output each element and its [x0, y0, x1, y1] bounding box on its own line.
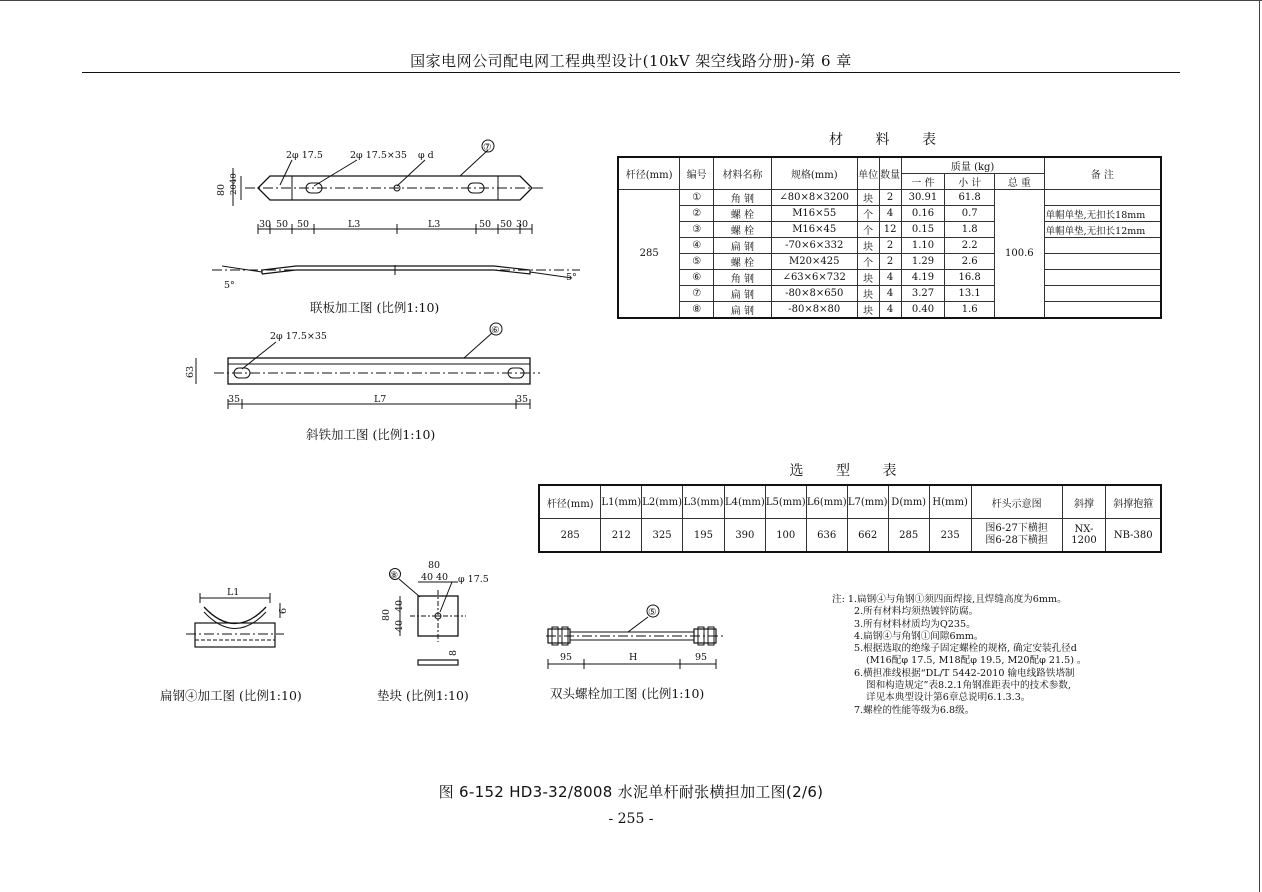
sel-header: L2(mm)	[642, 485, 683, 519]
cell-unit: 个	[857, 254, 879, 270]
cell-each: 1.10	[901, 238, 945, 254]
col-item-no: 编号	[680, 157, 714, 190]
sel-header: 斜撑抱箍	[1106, 485, 1161, 519]
cell-unit: 块	[857, 286, 879, 302]
xietie-caption: 斜铁加工图 (比例1:10)	[306, 427, 436, 442]
cell-qty: 12	[879, 222, 901, 238]
cell-subtotal: 1.8	[945, 222, 995, 238]
note-line: 2.所有材料均须热镀锌防腐。	[854, 606, 979, 618]
cell-name: 螺 栓	[714, 254, 772, 270]
biangang-drawing	[186, 593, 284, 647]
diankuai-dim-40b: 40	[436, 572, 449, 583]
cell-unit: 个	[857, 206, 879, 222]
note-line: 6.横担准线根据“DL/T 5442-2010 输电线路铁塔制	[854, 667, 1075, 679]
note-line: 3.所有材料材质均为Q235。	[854, 618, 976, 630]
sel-header: L7(mm)	[847, 485, 888, 519]
cell-no: ⑧	[680, 302, 714, 319]
cell-no: ③	[680, 222, 714, 238]
luoshuan-part-marker: ⑤	[648, 607, 657, 618]
lianban-dim: L3	[348, 219, 361, 230]
cell-spec: M16×45	[771, 222, 857, 238]
diankuai-part-marker: ⑧	[390, 571, 399, 581]
cell-remark: 单帽单垫,无扣长12mm	[1044, 222, 1161, 238]
note-line: 7.螺栓的性能等级为6.8级。	[854, 704, 975, 716]
sel-value: 235	[929, 519, 971, 553]
cell-unit: 块	[857, 302, 879, 319]
cell-spec: ∠63×6×732	[771, 270, 857, 286]
sel-header: L4(mm)	[724, 485, 765, 519]
cell-subtotal: 0.7	[945, 206, 995, 222]
lianban-hole2-label: 2φ 17.5×35	[350, 150, 407, 161]
xietie-dim: L7	[374, 394, 387, 405]
col-mass: 质量 (kg)	[901, 157, 1044, 174]
cell-name: 螺 栓	[714, 206, 772, 222]
cell-name: 扁 钢	[714, 302, 772, 319]
cell-name: 角 钢	[714, 270, 772, 286]
sel-value: 100	[765, 519, 806, 553]
cell-no: ②	[680, 206, 714, 222]
total-mass-cell: 100.6	[994, 190, 1044, 319]
cell-no: ④	[680, 238, 714, 254]
sel-header: 杆径(mm)	[539, 485, 601, 519]
cell-each: 4.19	[901, 270, 945, 286]
cell-qty: 2	[879, 190, 901, 206]
cell-subtotal: 61.8	[945, 190, 995, 206]
page-number: - 255 -	[608, 811, 654, 827]
luoshuan-caption: 双头螺栓加工图 (比例1:10)	[550, 686, 705, 701]
cell-no: ⑦	[680, 286, 714, 302]
sel-header: D(mm)	[888, 485, 929, 519]
xietie-dim-63: 63	[185, 365, 196, 378]
note-line: 4.扁钢④与角钢①间隙6mm。	[854, 630, 984, 642]
lianban-dim: 50	[297, 219, 310, 230]
col-unit: 单位	[857, 157, 879, 190]
cell-each: 0.16	[901, 206, 945, 222]
page-header-title: 国家电网公司配电网工程典型设计(10kV 架空线路分册)-第 6 章	[410, 52, 852, 70]
sel-value: 285	[888, 519, 929, 553]
sel-value-head-diagram: 图6-27下横担 图6-28下横担	[971, 519, 1062, 553]
xietie-dim: 35	[228, 394, 241, 405]
materials-table-title: 材 料 表	[829, 132, 950, 148]
diankuai-hole-label: φ 17.5	[458, 574, 489, 585]
cell-each: 3.27	[901, 286, 945, 302]
cell-unit: 个	[857, 222, 879, 238]
sel-value: 390	[724, 519, 765, 553]
lianban-dim-20: 20	[229, 184, 239, 195]
cell-spec: -80×8×650	[771, 286, 857, 302]
note-line: 详见本典型设计第6章总说明6.1.3.3。	[866, 692, 1031, 704]
sel-value: 325	[642, 519, 683, 553]
col-rod-diameter: 杆径(mm)	[618, 157, 680, 190]
cell-name: 螺 栓	[714, 222, 772, 238]
diankuai-dim-40a: 40	[421, 572, 434, 583]
biangang-dim-L1: L1	[227, 587, 240, 598]
cell-qty: 4	[879, 206, 901, 222]
lianban-caption: 联板加工图 (比例1:10)	[310, 300, 440, 315]
rod-diameter-cell: 285	[618, 190, 680, 319]
xietie-dim: 35	[516, 394, 529, 405]
diankuai-dim-8: 8	[448, 649, 459, 656]
col-mass-total: 总 重	[994, 174, 1044, 190]
cell-no: ⑤	[680, 254, 714, 270]
lianban-hole3-label: φ d	[418, 150, 434, 161]
cell-spec: -80×8×80	[771, 302, 857, 319]
sel-header: L6(mm)	[806, 485, 847, 519]
sel-header: H(mm)	[929, 485, 971, 519]
col-remarks: 备 注	[1044, 157, 1161, 190]
diankuai-dim-40c: 40	[394, 599, 405, 612]
cell-name: 扁 钢	[714, 286, 772, 302]
cell-each: 0.15	[901, 222, 945, 238]
cell-spec: M20×425	[771, 254, 857, 270]
selection-table-title: 选 型 表	[789, 463, 911, 479]
xietie-hole-label: 2φ 17.5×35	[270, 331, 327, 342]
cell-spec: M16×55	[771, 206, 857, 222]
cell-unit: 块	[857, 238, 879, 254]
diankuai-dim-80h: 80	[381, 608, 392, 621]
cell-qty: 4	[879, 270, 901, 286]
note-line: 图和构造规定”表8.2.1角钢准距表中的技术参数,	[866, 680, 1072, 692]
lianban-hole1-label: 2φ 17.5	[286, 150, 323, 161]
biangang-caption: 扁钢④加工图 (比例1:10)	[160, 688, 302, 703]
cell-each: 30.91	[901, 190, 945, 206]
cell-spec: -70×6×332	[771, 238, 857, 254]
note-line: (M16配φ 17.5, M18配φ 19.5, M20配φ 21.5) 。	[866, 655, 1087, 667]
lianban-part-marker: ⑦	[483, 142, 492, 153]
cell-subtotal: 2.6	[945, 254, 995, 270]
sel-value: 636	[806, 519, 847, 553]
biangang-dim-6: 6	[278, 607, 289, 614]
diankuai-dim-40d: 40	[394, 619, 405, 632]
cell-qty: 4	[879, 286, 901, 302]
lianban-dim: L3	[428, 219, 441, 230]
cell-unit: 块	[857, 270, 879, 286]
col-spec: 规格(mm)	[771, 157, 857, 190]
lianban-dim-40: 40	[229, 173, 239, 184]
lianban-angle-left: 5°	[224, 280, 235, 291]
cell-name: 角 钢	[714, 190, 772, 206]
lianban-dim-80: 80	[216, 183, 227, 196]
cell-no: ①	[680, 190, 714, 206]
lianban-dim: 50	[479, 219, 492, 230]
cell-subtotal: 16.8	[945, 270, 995, 286]
sel-header: L1(mm)	[601, 485, 642, 519]
cell-spec: ∠80×8×3200	[771, 190, 857, 206]
sel-header: L5(mm)	[765, 485, 806, 519]
col-mass-each: 一 件	[901, 174, 945, 190]
sel-value: 285	[539, 519, 601, 553]
notes-label: 注:	[832, 594, 845, 605]
xietie-drawing	[196, 323, 540, 409]
cell-qty: 2	[879, 254, 901, 270]
cell-no: ⑥	[680, 270, 714, 286]
cell-remark: 单帽单垫,无扣长18mm	[1044, 206, 1161, 222]
sel-header: L3(mm)	[682, 485, 724, 519]
figure-caption: 图 6-152 HD3-32/8008 水泥单杆耐张横担加工图(2/6)	[438, 783, 824, 801]
sel-value: 662	[847, 519, 888, 553]
lianban-dim: 50	[276, 219, 289, 230]
notes-block	[832, 594, 1087, 717]
lianban-angle-right: 5°	[566, 272, 577, 283]
xietie-part-marker: ⑥	[491, 325, 500, 336]
cell-unit: 块	[857, 190, 879, 206]
cell-name: 扁 钢	[714, 238, 772, 254]
note-line: 1.扁钢④与角钢①须四面焊接,且焊缝高度为6mm。	[847, 594, 1067, 605]
sel-value: 195	[682, 519, 724, 553]
note-line: 5.根据选取的绝缘子固定螺栓的规格, 确定安装孔径d	[854, 643, 1077, 655]
sel-value: 212	[601, 519, 642, 553]
cell-subtotal: 2.2	[945, 238, 995, 254]
sel-header: 杆头示意图	[971, 485, 1062, 519]
col-mass-subtotal: 小 计	[945, 174, 995, 190]
sel-value: NB-380	[1106, 519, 1161, 553]
cell-each: 1.29	[901, 254, 945, 270]
diankuai-caption: 垫块 (比例1:10)	[377, 688, 469, 703]
col-quantity: 数量	[879, 157, 901, 190]
luoshuan-dim: 95	[560, 652, 573, 663]
luoshuan-dim-H: H	[629, 652, 638, 663]
lianban-dim: 30	[516, 219, 529, 230]
lianban-dim: 30	[259, 219, 272, 230]
cell-subtotal: 13.1	[945, 286, 995, 302]
sel-value: NX-1200	[1062, 519, 1106, 553]
col-material-name: 材料名称	[714, 157, 772, 190]
cell-qty: 2	[879, 238, 901, 254]
lianban-dim: 50	[500, 219, 513, 230]
sel-header: 斜撑	[1062, 485, 1106, 519]
diankuai-dim-80w: 80	[428, 560, 441, 571]
cell-subtotal: 1.6	[945, 302, 995, 319]
cell-each: 0.40	[901, 302, 945, 319]
cell-qty: 4	[879, 302, 901, 319]
luoshuan-dim: 95	[695, 652, 708, 663]
